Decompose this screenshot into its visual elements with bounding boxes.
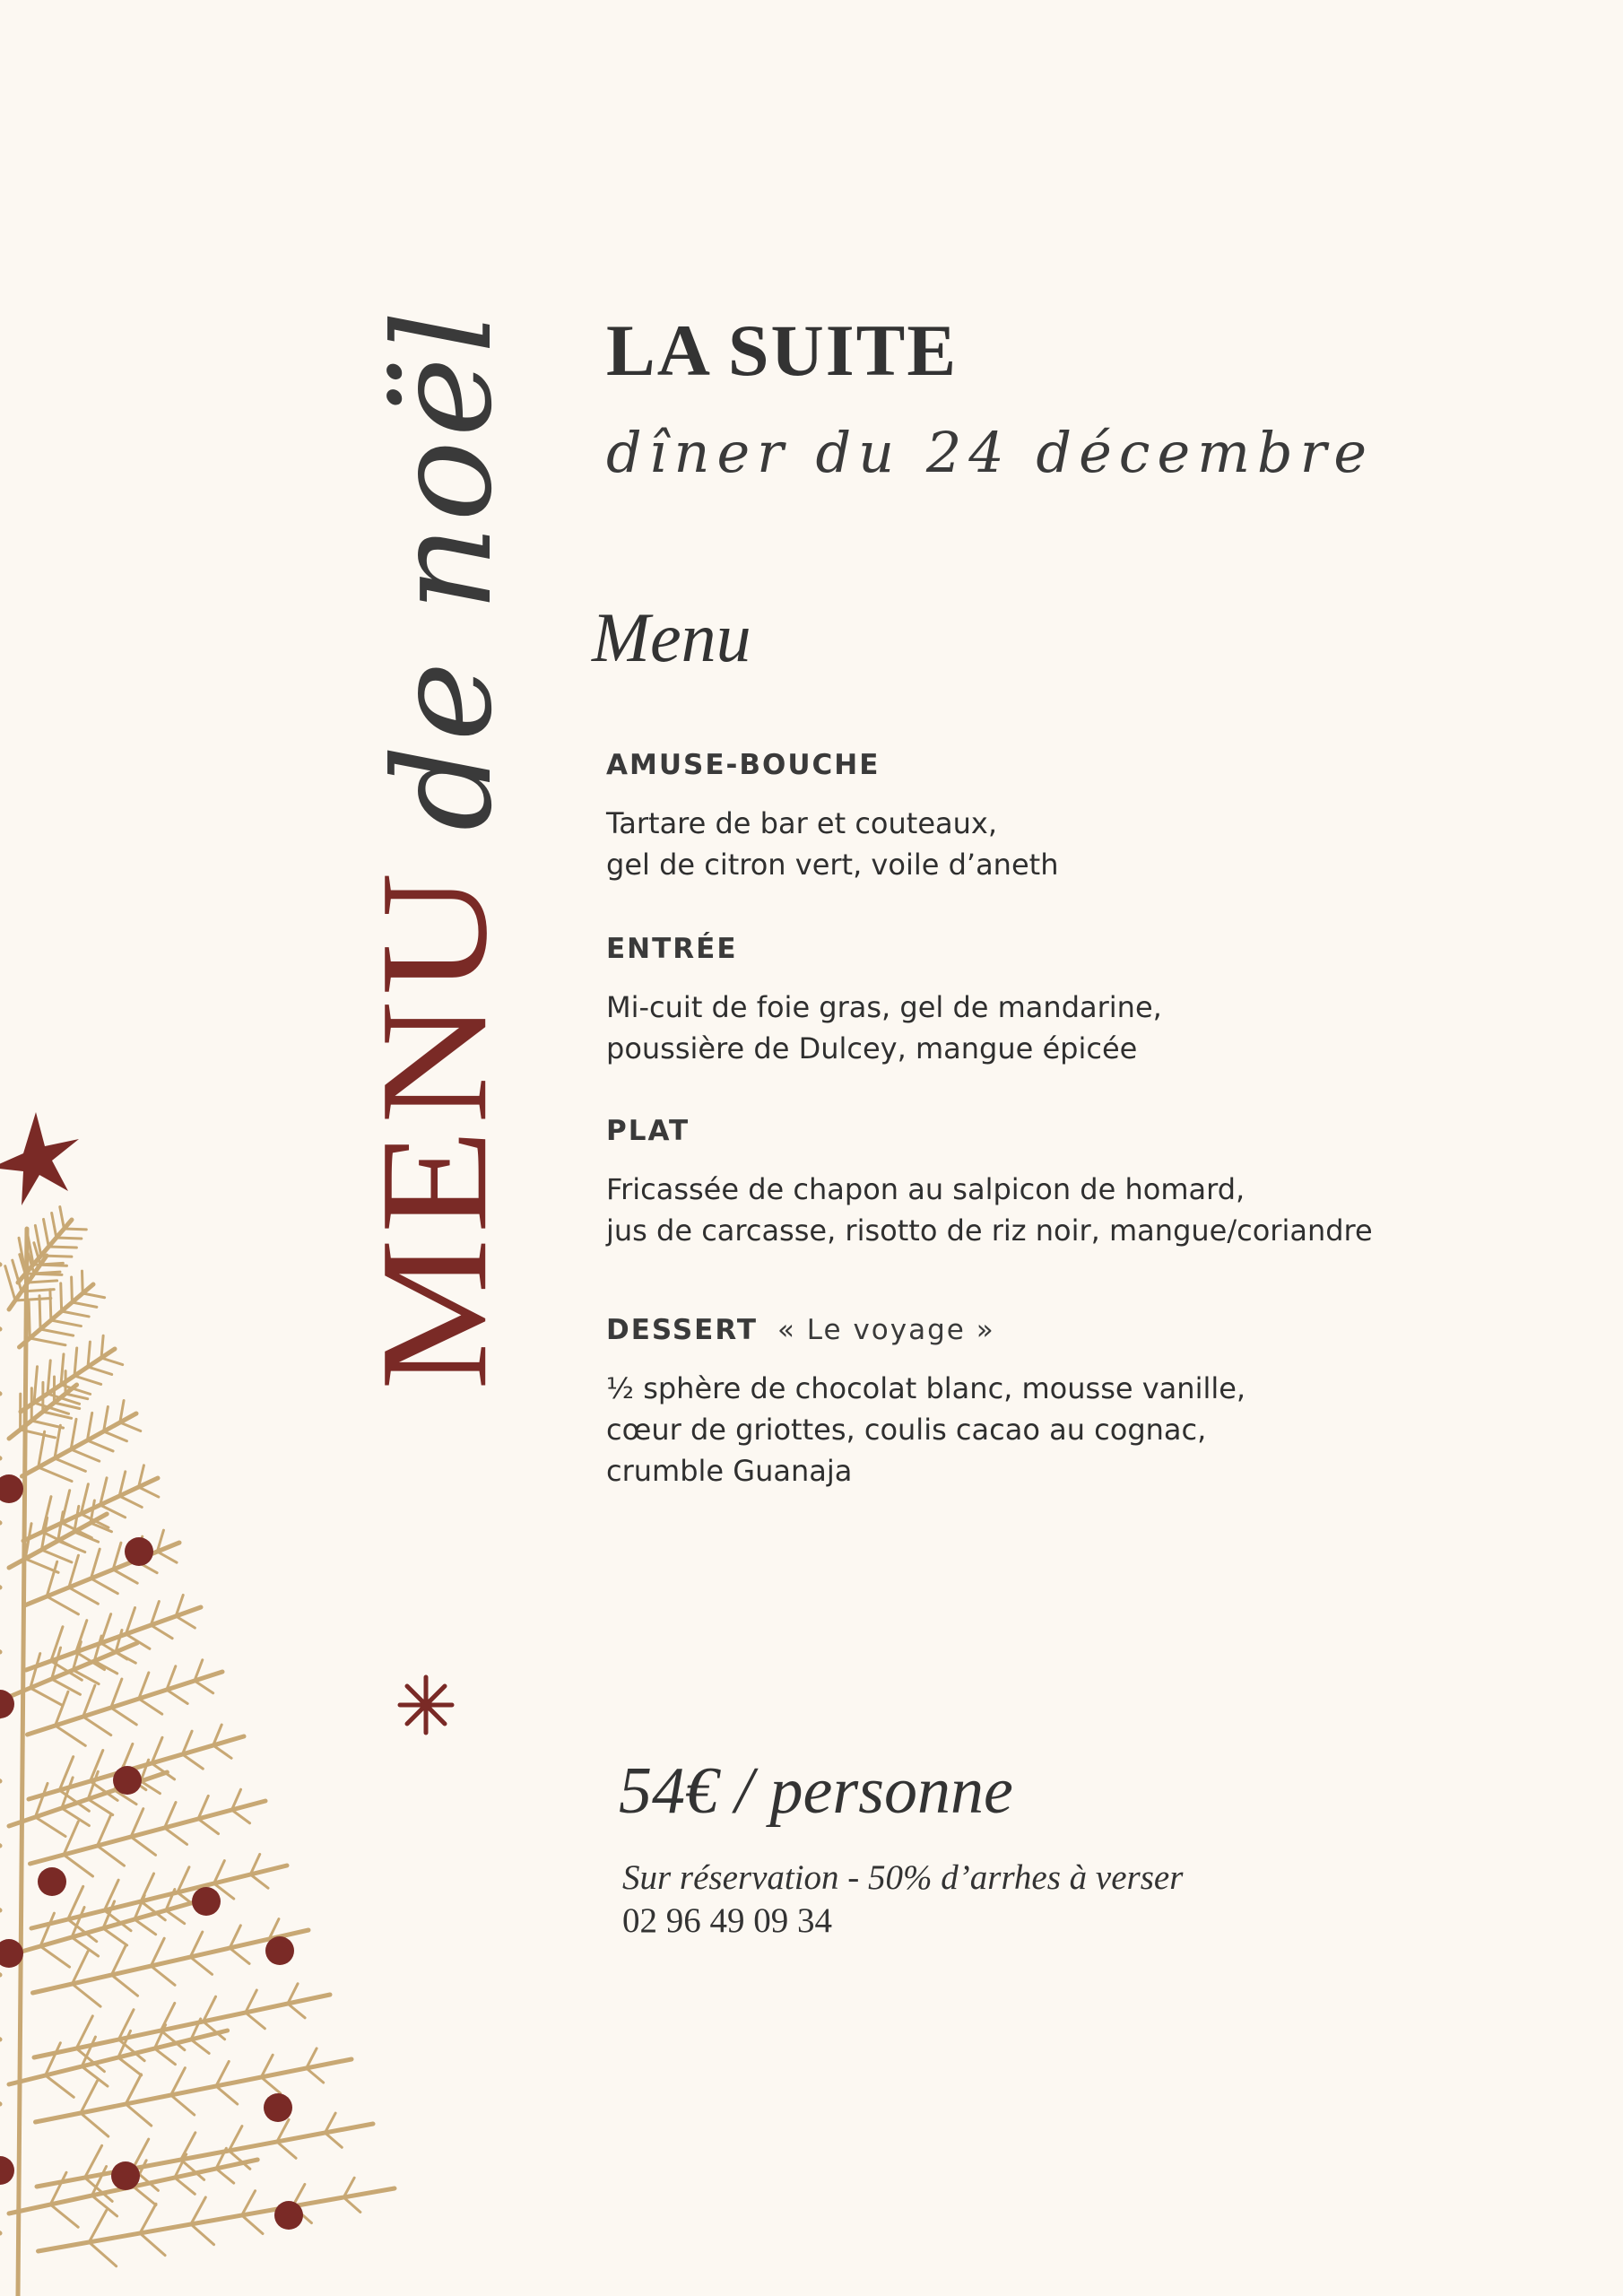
course-title xyxy=(606,935,1503,963)
tree-berry xyxy=(264,2093,292,2122)
tree-needle xyxy=(195,1681,213,1693)
tree-needle xyxy=(39,1467,72,1482)
course-line: crumble Guanaja xyxy=(606,1454,853,1488)
tree-needle xyxy=(343,2197,360,2212)
course-line: ½ sphère de chocolat blanc, mousse vanille, xyxy=(606,1371,1246,1405)
tree-needle xyxy=(213,1745,231,1758)
tree-needle xyxy=(64,1855,93,1876)
restaurant-subtitle: dîner du 24 décembre xyxy=(606,420,1375,485)
tree-berry xyxy=(265,1936,294,1965)
tree-berry xyxy=(38,1867,66,1896)
course-line: poussière de Dulcey, mangue épicée xyxy=(606,1031,1138,1065)
course-line: Fricassée de chapon au salpicon de homard, xyxy=(606,1172,1245,1206)
tree-needle xyxy=(72,1277,73,1302)
tree-needle xyxy=(29,1302,30,1338)
tree-needle xyxy=(103,1928,127,1945)
course-title xyxy=(606,1115,1503,1147)
course-description xyxy=(606,1169,1503,1251)
course-line: Mi-cuit de foie gras, gel de mandarine, xyxy=(606,990,1162,1024)
tree-needle xyxy=(104,1431,127,1441)
tree-needle xyxy=(182,1754,203,1769)
tree-needle xyxy=(190,1957,212,1974)
tree-needle xyxy=(51,1320,82,1326)
course-line: cœur de griottes, coulis cacao au cognac, xyxy=(606,1413,1207,1447)
course-title xyxy=(606,1314,1503,1346)
course-dessert xyxy=(606,1314,1503,1492)
tree-needle xyxy=(111,1708,137,1725)
tree-needle xyxy=(69,1587,99,1604)
fir-tree-illustration xyxy=(0,1112,466,2296)
tree-needle xyxy=(47,1596,78,1614)
tree-needle xyxy=(277,2142,296,2158)
tree-needle xyxy=(140,2233,165,2256)
course-title-text: PLAT xyxy=(606,1115,690,1147)
tree-needle xyxy=(60,1207,65,1229)
menu-heading: Menu xyxy=(592,598,751,676)
tree-needle xyxy=(232,1810,250,1823)
tree-needle xyxy=(5,1266,15,1300)
tree-needle xyxy=(74,1348,77,1376)
tree-needle xyxy=(216,2086,238,2104)
vertical-title-menu: MENU xyxy=(350,866,519,1390)
tree-needle xyxy=(87,1440,113,1451)
tree-needle xyxy=(74,1376,101,1384)
tree-needle xyxy=(81,2113,108,2136)
tree-needle xyxy=(307,2068,324,2083)
tree-needle xyxy=(56,1238,82,1239)
tree-needle xyxy=(176,1616,195,1628)
tree-needle xyxy=(83,1717,111,1735)
course-title xyxy=(606,749,1503,781)
tree-needle xyxy=(34,1367,38,1403)
tree-needle xyxy=(216,2169,234,2183)
tree-needle xyxy=(72,1302,96,1307)
tree-berry xyxy=(0,2156,14,2185)
tree-needle xyxy=(171,2095,195,2115)
tree-needle xyxy=(13,1260,22,1292)
tree-needle xyxy=(131,1837,156,1855)
tree-needle xyxy=(167,1690,187,1703)
course-description xyxy=(606,987,1503,1069)
tree-needle xyxy=(242,2215,263,2234)
course-title-text: DESSERT xyxy=(606,1314,758,1346)
course-title-text: AMUSE-BOUCHE xyxy=(606,749,881,781)
tree-needle xyxy=(39,1296,40,1329)
tree-needle xyxy=(151,1625,172,1639)
tree-berry xyxy=(125,1537,153,1566)
tree-branch xyxy=(31,1866,287,1928)
restaurant-name: LA SUITE xyxy=(606,309,959,391)
tree-needle xyxy=(139,1487,159,1497)
course-plat xyxy=(606,1115,1503,1251)
vertical-title-de-noel: de noël xyxy=(366,307,522,831)
tree-needle xyxy=(116,1652,135,1663)
tree-needle xyxy=(88,1799,113,1815)
tree-needle xyxy=(50,2205,78,2227)
tree-berry xyxy=(274,2201,303,2230)
course-title-text: ENTRÉE xyxy=(606,933,738,965)
tree-berry xyxy=(192,1887,221,1916)
tree-needle xyxy=(48,1361,50,1394)
tree-needle xyxy=(111,1975,137,1996)
tree-needle xyxy=(31,1421,63,1428)
tree-needle xyxy=(41,1550,72,1562)
tree-needle xyxy=(46,2075,74,2097)
course-line: gel de citron vert, voile d’aneth xyxy=(606,848,1059,882)
tree-needle xyxy=(157,1552,177,1562)
tree-needle xyxy=(61,1354,64,1385)
tree-needle xyxy=(261,2077,280,2093)
tree-needle xyxy=(139,1699,162,1714)
tree-needle xyxy=(151,1966,175,1985)
tree-needle xyxy=(113,1570,137,1583)
tree-needle xyxy=(135,1919,156,1935)
course-entree xyxy=(606,935,1503,1069)
tree-needle xyxy=(154,2048,175,2065)
tree-branch xyxy=(18,1229,27,2296)
tree-needle xyxy=(118,2057,142,2075)
reservation-info xyxy=(622,1857,1183,1943)
phone-number: 02 96 49 09 34 xyxy=(622,1901,832,1940)
tree-needle xyxy=(88,1367,112,1374)
star-icon xyxy=(0,1112,79,1205)
tree-needle xyxy=(175,2178,195,2194)
reservation-note: Sur réservation - 50% d’arrhes à verser xyxy=(622,1858,1184,1897)
course-amuse-bouche xyxy=(606,749,1503,885)
tree-needle xyxy=(48,1247,76,1248)
course-line: Tartare de bar et couteaux, xyxy=(606,806,997,840)
tree-needle xyxy=(34,1272,60,1274)
tree-needle xyxy=(325,2133,342,2147)
tree-needle xyxy=(30,1338,65,1345)
tree-needle xyxy=(52,1213,56,1238)
tree-needle xyxy=(40,1329,74,1335)
tree-needle xyxy=(15,1298,51,1300)
tree-needle xyxy=(56,1726,86,1745)
tree-needle xyxy=(191,2224,214,2245)
tree-needle xyxy=(126,2104,152,2126)
tree-berry xyxy=(0,1474,23,1503)
tree-needle xyxy=(50,1290,51,1320)
tree-needle xyxy=(58,1541,85,1552)
tree-needle xyxy=(64,1229,86,1230)
tree-needle xyxy=(43,1219,48,1247)
tree-needle xyxy=(94,1661,117,1674)
tree-berry xyxy=(111,2161,140,2190)
tree-needle xyxy=(198,1819,219,1834)
tree-needle xyxy=(65,1394,88,1399)
tree-needle xyxy=(119,1496,142,1507)
tree-branches xyxy=(0,1207,395,2296)
course-description xyxy=(606,1368,1503,1492)
tree-needle xyxy=(35,1817,65,1836)
tree-needle xyxy=(89,2242,116,2266)
tree-needle xyxy=(55,1458,85,1471)
tree-needle xyxy=(28,1281,57,1283)
tree-needle xyxy=(74,1532,99,1542)
tree-needle xyxy=(98,1846,125,1866)
tree-needle xyxy=(165,1828,187,1844)
tree-berry xyxy=(113,1766,142,1795)
tree-needle xyxy=(61,1283,62,1311)
tree-needle xyxy=(230,1948,249,1963)
tree-needle xyxy=(120,1422,141,1431)
tree-needle xyxy=(62,1808,90,1826)
tree-needle xyxy=(71,1449,100,1461)
tree-needle xyxy=(246,2013,265,2029)
tree-needle xyxy=(82,1293,104,1298)
tree-needle xyxy=(101,1358,123,1365)
tree-needle xyxy=(166,1910,185,1924)
tree-needle xyxy=(40,1946,70,1967)
tree-needle xyxy=(91,1578,117,1594)
tree-needle xyxy=(52,1679,81,1694)
tree-needle xyxy=(40,1263,63,1265)
menu-column xyxy=(592,309,1503,1488)
tree-needle xyxy=(62,1311,90,1317)
tree-needle xyxy=(72,1984,100,2006)
tree-needle xyxy=(250,1874,268,1888)
price: 54€ / personne xyxy=(619,1754,1013,1828)
course-line: jus de carcasse, risotto de riz noir, mangue/coriandre xyxy=(606,1213,1373,1248)
tree-needle xyxy=(191,2039,209,2053)
tree-needle xyxy=(288,2004,305,2018)
tree-needle xyxy=(134,2187,156,2205)
tree-needle xyxy=(30,1688,62,1705)
tree-branch xyxy=(37,2124,373,2187)
course-description xyxy=(606,803,1503,885)
course-subtitle: « Le voyage » xyxy=(777,1314,995,1346)
